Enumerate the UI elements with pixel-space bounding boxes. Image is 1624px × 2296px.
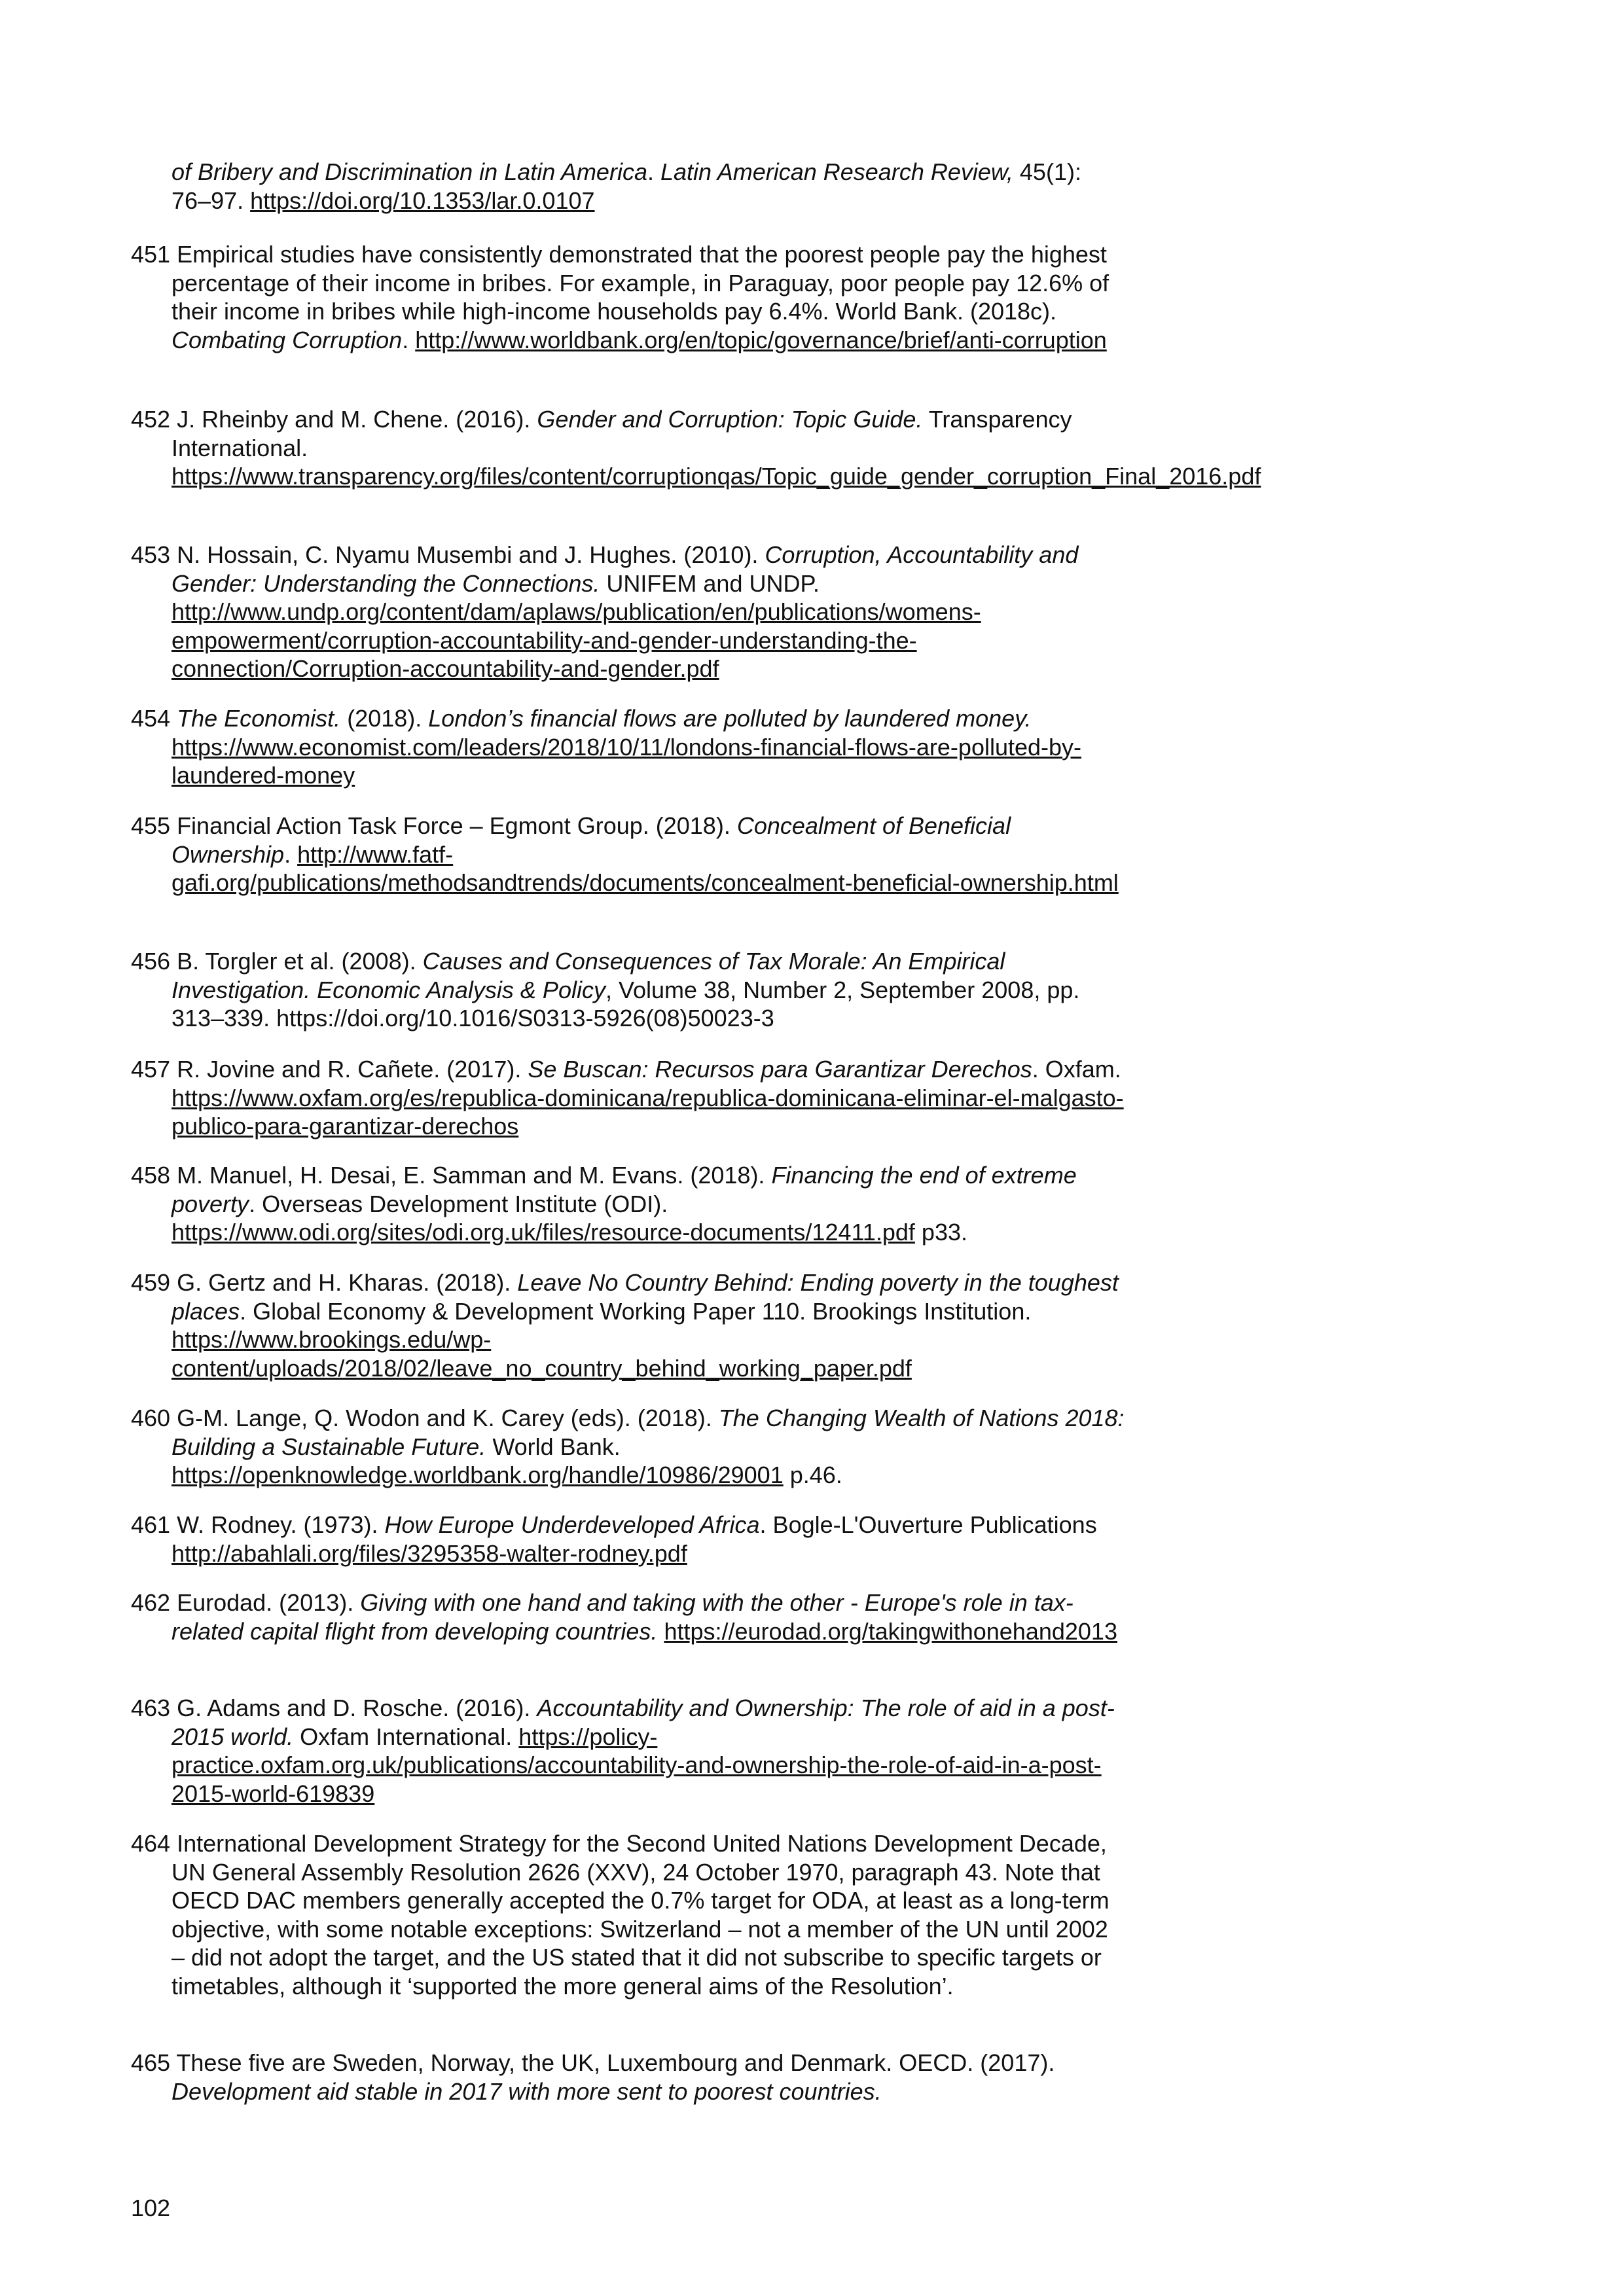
reference-link[interactable]: https://www.economist.com/leaders/2018/10/11/londons-financial-flows-are-polluted-by-laundered-money xyxy=(171,733,1082,789)
footnote-text: . xyxy=(284,840,298,868)
footnote-text: 45(1): 76–97. xyxy=(171,158,1081,214)
footnote-text: World Bank. xyxy=(486,1433,621,1460)
footnote-text: p.46. xyxy=(783,1462,842,1488)
reference-link[interactable]: https://www.brookings.edu/wp-content/uploads/2018/02/leave_no_country_behind_working_paper.pdf xyxy=(171,1326,912,1382)
citation-title: Latin American Research Review, xyxy=(660,158,1013,185)
footnote-text: 456 B. Torgler et al. (2008). xyxy=(131,948,423,975)
citation-title: Development aid stable in 2017 with more sent to poorest countries. xyxy=(171,2077,882,2105)
footnote-text: 462 Eurodad. (2013). xyxy=(131,1589,361,1616)
citation-title: Accountability and Ownership: The role of aid in a post-2015 world. xyxy=(171,1695,1115,1750)
reference-link[interactable]: https://eurodad.org/takingwithonehand2013 xyxy=(664,1617,1117,1645)
citation-title: Leave No Country Behind: Ending poverty in the toughest places xyxy=(171,1269,1119,1325)
footnote-text: . xyxy=(402,326,416,353)
footnote-465 xyxy=(131,2049,1126,2106)
footnote-459 xyxy=(131,1268,1126,1382)
citation-title: Se Buscan: Recursos para Garantizar Derechos xyxy=(528,1056,1032,1083)
footnote-text: 460 G-M. Lange, Q. Wodon and K. Carey (eds). (2018). xyxy=(131,1405,719,1431)
footnote-456 xyxy=(131,947,1126,1033)
footnote-463 xyxy=(131,1694,1126,1808)
footnote-text: 457 R. Jovine and R. Cañete. (2017). xyxy=(131,1056,528,1083)
reference-link[interactable]: https://www.odi.org/sites/odi.org.uk/files/resource-documents/12411.pdf xyxy=(171,1219,915,1246)
footnote-460 xyxy=(131,1404,1126,1490)
footnote-text: . Overseas Development Institute (ODI). xyxy=(249,1190,668,1217)
reference-link[interactable]: http://abahlali.org/files/3295358-walter-rodney.pdf xyxy=(171,1539,687,1567)
footnote-452 xyxy=(131,405,1261,491)
reference-link[interactable]: https://doi.org/10.1353/lar.0.0107 xyxy=(250,187,595,214)
citation-title: The Changing Wealth of Nations 2018: Building a Sustainable Future. xyxy=(171,1405,1125,1460)
citation-title: Giving with one hand and taking with the other - Europe's role in tax-related capital flight from developing countries. xyxy=(171,1589,1074,1645)
footnote-454 xyxy=(131,704,1126,790)
citation-title: London’s financial flows are polluted by laundered money. xyxy=(428,705,1032,732)
footnote-453 xyxy=(131,541,1126,683)
citation-title: Gender and Corruption: Topic Guide. xyxy=(537,406,923,433)
citation-title: Financing the end of extreme poverty xyxy=(171,1162,1077,1217)
footnote-text: 455 Financial Action Task Force – Egmont Group. (2018). xyxy=(131,812,737,839)
reference-link[interactable]: https://openknowledge.worldbank.org/handle/10986/29001 xyxy=(171,1462,784,1488)
footnote-450-continuation xyxy=(171,158,1127,215)
page-number: 102 xyxy=(131,2195,171,2221)
footnote-text: , Volume 38, Number 2, September 2008, pp. 313–339. https://doi.org/10.1016/S0313-5926(08)50023-3 xyxy=(171,976,1080,1031)
footnote-464 xyxy=(131,1829,1126,2000)
footnote-462 xyxy=(131,1588,1126,1645)
citation-title: How Europe Underdeveloped Africa xyxy=(384,1511,760,1538)
footnote-text: . xyxy=(647,158,660,185)
footnote-455 xyxy=(131,812,1126,897)
footnote-text: (2018). xyxy=(340,705,429,732)
reference-link[interactable]: http://www.undp.org/content/dam/aplaws/publication/en/publications/womens-empowerment/corruption-accountability-and-gender-understanding-the-connection/Corruption-accountability-and-gender.pdf xyxy=(171,598,981,682)
footnote-text: 459 G. Gertz and H. Kharas. (2018). xyxy=(131,1269,518,1296)
reference-link[interactable]: https://policy-practice.oxfam.org.uk/publications/accountability-and-ownership-the-role-of-aid-in-a-post-2015-world-619839 xyxy=(171,1723,1102,1807)
footnote-text: 461 W. Rodney. (1973). xyxy=(131,1511,385,1538)
citation-title: Corruption, Accountability and Gender: Understanding the Connections. xyxy=(171,541,1079,597)
footnote-text: 454 xyxy=(131,705,177,732)
citation-title: Causes and Consequences of Tax Morale: An Empirical Investigation. Economic Analysis & Policy xyxy=(171,948,1005,1003)
footnote-text: p33. xyxy=(914,1219,967,1246)
reference-link[interactable]: https://www.oxfam.org/es/republica-dominicana/republica-dominicana-eliminar-el-malgasto-publico-para-garantizar-derechos xyxy=(171,1084,1124,1139)
footnote-451 xyxy=(131,240,1126,354)
footnote-461 xyxy=(131,1511,1126,1568)
footnote-text: 452 J. Rheinby and M. Chene. (2016). xyxy=(131,406,537,433)
footnote-text xyxy=(657,1618,664,1645)
footnote-text: . Oxfam. xyxy=(1032,1056,1121,1083)
footnote-457 xyxy=(131,1055,1126,1141)
footnote-text: 463 G. Adams and D. Rosche. (2016). xyxy=(131,1695,537,1721)
footnote-text: 453 N. Hossain, C. Nyamu Musembi and J. Hughes. (2010). xyxy=(131,541,765,568)
footnote-text: 458 M. Manuel, H. Desai, E. Samman and M. Evans. (2018). xyxy=(131,1162,772,1189)
reference-link[interactable]: https://www.transparency.org/files/content/corruptionqas/Topic_guide_gender_corruption_Final_2016.pdf xyxy=(171,463,1261,490)
citation-title: Combating Corruption xyxy=(171,326,403,353)
footnote-text: 451 Empirical studies have consistently demonstrated that the poorest people pay the highest percentage of their income in bribes. For example, in Paraguay, poor people pay 12.6% of their income in bribes while high-income households pay 6.4%. World Bank. (2018c). xyxy=(131,241,1110,325)
citation-title: Concealment of Beneficial Ownership xyxy=(171,812,1011,868)
footnote-text: Transparency International. xyxy=(171,406,1072,461)
citation-title: of Bribery and Discrimination in Latin America xyxy=(171,158,647,185)
reference-link[interactable]: http://www.worldbank.org/en/topic/governance/brief/anti-corruption xyxy=(415,326,1107,353)
footnote-text: 465 These five are Sweden, Norway, the UK, Luxembourg and Denmark. OECD. (2017). xyxy=(131,2049,1055,2076)
footnote-text: . Global Economy & Development Working Paper 110. Brookings Institution. xyxy=(240,1297,1032,1325)
footnote-text: UNIFEM and UNDP. xyxy=(600,569,820,597)
footnote-text: Oxfam International. xyxy=(293,1723,519,1750)
footnote-text: . Bogle-L'Ouverture Publications xyxy=(759,1511,1097,1538)
footnote-text: 464 International Development Strategy for the Second United Nations Development Decade, UN General Assembly Resolution 2626 (XXV), 24 October 1970, paragraph 43. Note that OECD DAC members generally accepted the 0.7% target for ODA, at least as a long-term objective, with some notable exceptions: Switzerland – not a member of the UN until 2002 – did not adopt the target, and the US stated that it did not subscribe to specific targets or timetables, although it ‘supported the more general aims of the Resolution’. xyxy=(131,1830,1110,2000)
reference-link[interactable]: http://www.fatf-gafi.org/publications/methodsandtrends/documents/concealment-beneficial-ownership.html xyxy=(171,840,1119,896)
citation-title: The Economist. xyxy=(177,705,341,732)
footnote-458 xyxy=(131,1161,1126,1247)
